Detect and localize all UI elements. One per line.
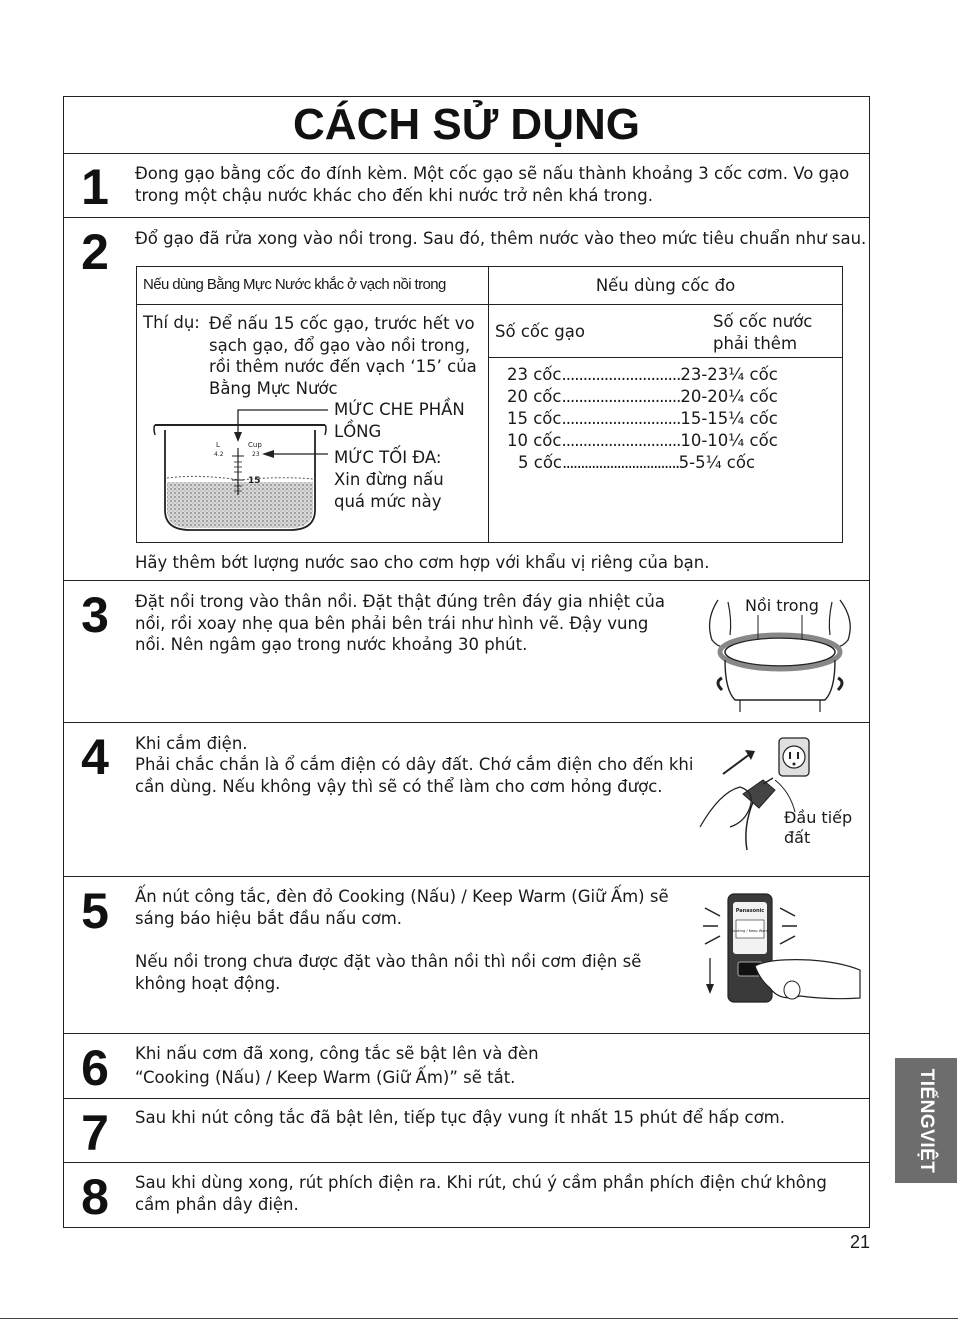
page-number: 21 <box>849 1232 870 1252</box>
divider-5 <box>63 876 870 877</box>
language-tab <box>895 1058 957 1183</box>
page-title: CÁCH SỬ DỤNG <box>293 100 640 149</box>
divider-3 <box>63 580 870 581</box>
language-tab-label: TIẾNGVIỆT <box>916 1068 937 1173</box>
table-left-header: Nếu dùng Bằng Mực Nước khắc ở vạch nồi trong <box>143 276 446 293</box>
divider-4 <box>63 722 870 723</box>
bottom-rule <box>0 1318 958 1319</box>
table-row: 10 cốc............................10-10¼ cốc <box>507 431 778 450</box>
inner-pot-illustration <box>150 400 330 535</box>
scale-42-label: 4.2 <box>214 451 224 458</box>
table-row: 23 cốc............................23-23¼ cốc <box>507 365 778 384</box>
table-divider-vertical <box>488 266 489 543</box>
divider-1 <box>63 153 870 154</box>
step-2-text: Đổ gạo đã rửa xong vào nồi trong. Sau đó, thêm nước vào theo mức tiêu chuẩn như sau. <box>135 229 867 248</box>
example-text: Để nấu 15 cốc gạo, trước hết vo sạch gạo, đổ gạo vào nồi trong, rồi thêm nước đến vạch ‘15’ của Bằng Mực Nước <box>209 314 477 398</box>
table-divider-subheader <box>488 357 843 358</box>
scale-15-label: 15 <box>248 476 261 486</box>
example-label: Thí dụ: <box>143 313 200 332</box>
step-2-footer: Hãy thêm bớt lượng nước sao cho cơm hợp với khẩu vị riêng của bạn. <box>135 553 710 572</box>
max-level-text: Xin đừng nấu quá mức này <box>334 470 444 511</box>
step-7-text: Sau khi nút công tắc đã bật lên, tiếp tục đậy vung ít nhất 15 phút để hấp cơm. <box>135 1108 785 1127</box>
divider-7 <box>63 1098 870 1099</box>
lid-level-label: MỨC CHE PHẦN LỒNG <box>334 400 465 441</box>
table-row: 20 cốc............................20-20¼ cốc <box>507 387 778 406</box>
step-number-6: 6 <box>81 1040 109 1096</box>
divider-2 <box>63 217 870 218</box>
step-number-3: 3 <box>81 587 109 643</box>
control-panel-illustration <box>700 890 865 1012</box>
step-number-7: 7 <box>81 1105 109 1161</box>
step-5-paragraph-1: Ấn nút công tắc, đèn đỏ Cooking (Nấu) / Keep Warm (Giữ Ấm) sẽ sáng báo hiệu bắt đầu nấu cơm. <box>135 887 669 928</box>
step-5-paragraph-2: Nếu nồi trong chưa được đặt vào thân nồi thì nồi cơm điện sẽ không hoạt động. <box>135 952 642 993</box>
table-row: 5 cốc................................5-5¼ cốc <box>518 453 756 472</box>
scale-liter-label: L <box>216 441 220 449</box>
step-8-text: Sau khi dùng xong, rút phích điện ra. Khi rút, chú ý cầm phần phích điện chứ không cầm phần dây điện. <box>135 1173 827 1214</box>
inner-pot-label: Nồi trong <box>742 596 822 615</box>
step-number-5: 5 <box>81 883 109 939</box>
scale-23-label: 23 <box>252 451 260 458</box>
ground-terminal-label: Đầu tiếp đất <box>784 808 853 847</box>
step-number-1: 1 <box>81 159 109 215</box>
lamp-label: Cooking / Keep Warm <box>730 929 770 933</box>
step-6-line-2: “Cooking (Nấu) / Keep Warm (Giữ Ấm)” sẽ tắt. <box>135 1068 516 1087</box>
step-number-2: 2 <box>81 224 109 280</box>
table-divider-header <box>136 304 843 305</box>
step-6-line-1: Khi nấu cơm đã xong, công tắc sẽ bật lên và đèn <box>135 1044 539 1063</box>
column-water-header: Số cốc nước phải thêm <box>713 312 813 353</box>
step-3-text: Đặt nồi trong vào thân nồi. Đặt thật đúng trên đáy gia nhiệt của nồi, rồi xoay nhẹ qua bên phải bên trái như hình vẽ. Đậy vung nồi. Nên ngâm gạo trong nước khoảng 30 phút. <box>135 592 665 654</box>
scale-cup-label: Cup <box>248 441 262 449</box>
step-4-line-2: Phải chắc chắn là ổ cắm điện có dây đất. Chớ cắm điện cho đến khi cần dùng. Nếu không vậy thì sẽ có thể làm cho cơm hỏng được. <box>135 755 694 796</box>
table-row: 15 cốc............................15-15¼ cốc <box>507 409 778 428</box>
divider-6 <box>63 1033 870 1034</box>
table-right-header: Nếu dùng cốc đo <box>595 276 736 295</box>
step-4-line-1: Khi cắm điện. <box>135 734 248 753</box>
step-number-8: 8 <box>81 1169 109 1225</box>
step-number-4: 4 <box>81 729 109 785</box>
divider-8 <box>63 1162 870 1163</box>
brand-label: Panasonic <box>735 908 765 914</box>
column-rice-header: Số cốc gạo <box>495 322 585 341</box>
max-level-title: MỨC TỐI ĐA: <box>334 448 442 467</box>
step-1-text: Đong gạo bằng cốc đo đính kèm. Một cốc gạo sẽ nấu thành khoảng 3 cốc cơm. Vo gạo trong một chậu nước khác cho đến khi nước trở nên khá trong. <box>135 164 850 205</box>
